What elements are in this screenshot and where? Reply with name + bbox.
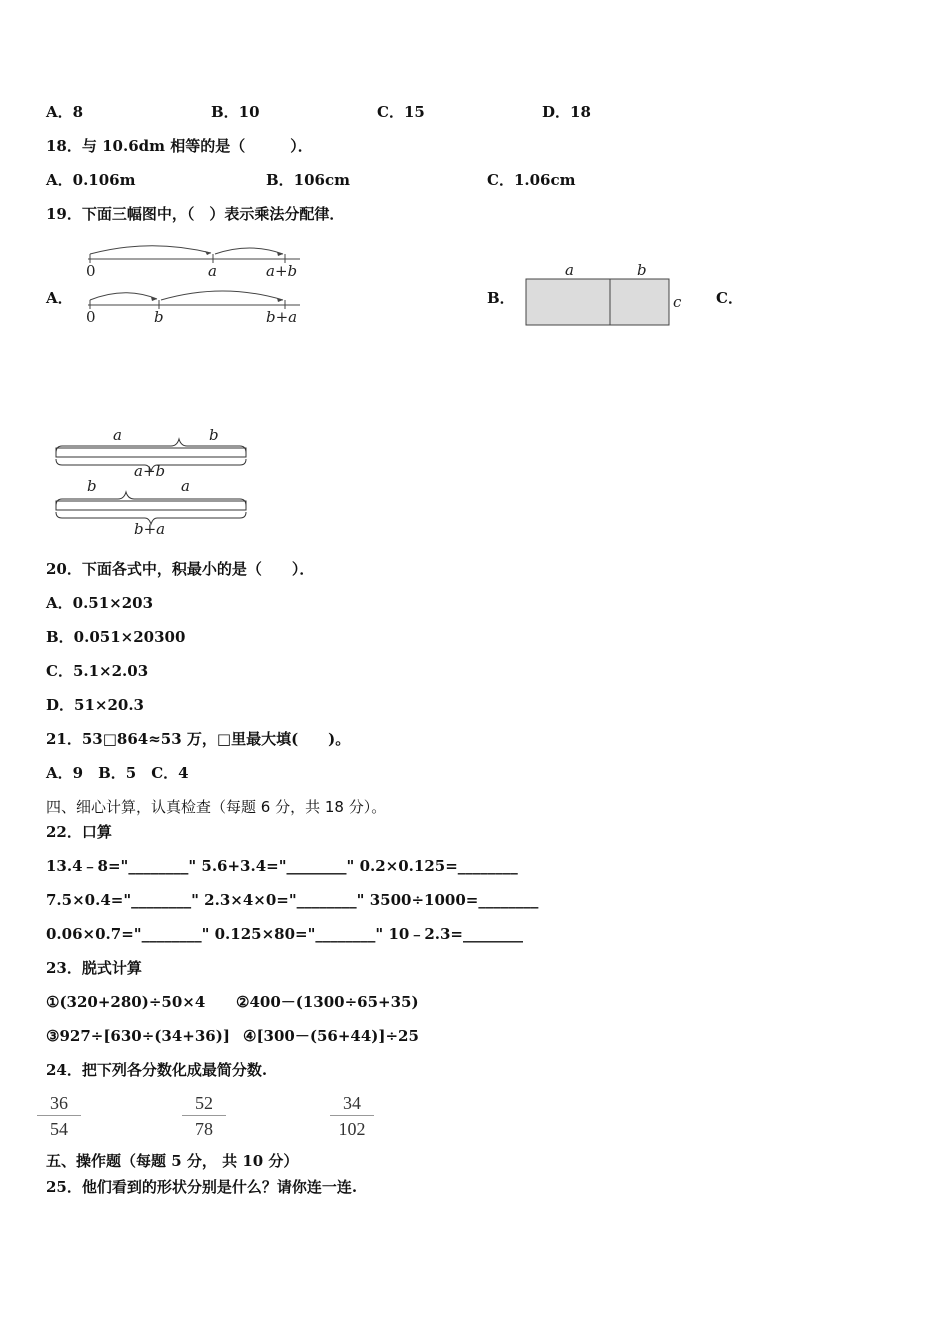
q24-fraction-2-denominator: 78 — [195, 1119, 213, 1139]
q22-stem: 22．口算 — [46, 823, 112, 841]
q24-fraction-3-denominator: 102 — [338, 1119, 366, 1139]
q19-option-c-label: C． — [716, 289, 743, 307]
q19-figure-a-number-lines — [80, 236, 310, 332]
q18-stem: 18．与 10.6dm 相等的是（ ）． — [46, 137, 313, 155]
fig-a-label-a: a — [208, 262, 217, 280]
q22-row-2: 7.5×0.4="________" 2.3×4×0="________" 3500÷1000=________ — [46, 891, 539, 909]
fig-b-label-a: a — [565, 261, 574, 279]
q24-fraction-1 — [37, 1092, 81, 1140]
q19-figure-b-rectangle — [520, 258, 690, 330]
q20-stem: 20．下面各式中，积最小的是（ ）． — [46, 560, 315, 578]
q23-stem: 23．脱式计算 — [46, 959, 142, 977]
q19-option-b-label: B． — [487, 289, 515, 307]
fig-a-zero-bottom: 0 — [86, 308, 96, 326]
q24-fraction-2-numerator: 52 — [195, 1093, 213, 1113]
q21-stem: 21．53□864≈53 万，□里最大填( )。 — [46, 730, 351, 748]
q24-fraction-3-numerator: 34 — [343, 1093, 361, 1113]
fig-c-top-b: b — [209, 426, 219, 444]
q18-option-a: A．0.106m — [46, 171, 136, 189]
q20-option-b: B．0.051×20300 — [46, 628, 186, 646]
q18-option-c: C．1.06cm — [487, 171, 576, 189]
q24-fraction-1-denominator: 54 — [50, 1119, 68, 1139]
fig-b-label-b: b — [637, 261, 647, 279]
section-4-heading: 四、细心计算，认真检查（每题 6 分，共 18 分）。 — [46, 798, 387, 816]
q17-option-c: C．15 — [377, 103, 425, 121]
fig-c-bottom-a: a — [181, 477, 190, 495]
q21-options: A．9 B．5 C．4 — [46, 764, 189, 782]
q17-option-d: D．18 — [542, 103, 591, 121]
fig-c-bottom-b: b — [87, 477, 97, 495]
fig-c-top-a: a — [113, 426, 122, 444]
q23-item-4: ④[300－(56+44)]÷25 — [243, 1027, 419, 1045]
q19-stem: 19．下面三幅图中，（ ）表示乘法分配律． — [46, 205, 345, 223]
q17-option-b: B．10 — [211, 103, 260, 121]
q23-item-3: ③927÷[630÷(34+36)] — [46, 1027, 230, 1045]
q23-item-1: ①(320+280)÷50×4 — [46, 993, 206, 1011]
q20-option-a: A．0.51×203 — [46, 594, 154, 612]
q18-option-b: B．106cm — [266, 171, 350, 189]
fig-a-zero-top: 0 — [86, 262, 96, 280]
fig-b-label-c: c — [673, 293, 682, 311]
q19-option-a-label: A． — [46, 289, 73, 307]
q22-row-1: 13.4﹣8="________" 5.6+3.4="________" 0.2×0.125=________ — [46, 857, 518, 875]
fig-a-label-a-plus-b: a+b — [266, 262, 298, 280]
fig-c-bottom-sum: b+a — [134, 520, 166, 538]
q22-row-3: 0.06×0.7="________" 0.125×80="________" 10﹣2.3=________ — [46, 925, 523, 943]
q24-stem: 24．把下列各分数化成最简分数. — [46, 1061, 268, 1079]
fig-a-label-b: b — [154, 308, 164, 326]
fig-a-label-b-plus-a: b+a — [266, 308, 298, 326]
section-5-heading: 五、操作题（每题 5 分， 共 10 分） — [46, 1152, 299, 1170]
fig-c-top-sum: a+b — [134, 462, 166, 480]
q24-fraction-3 — [330, 1092, 374, 1140]
q17-option-a: A．8 — [46, 103, 84, 121]
q24-fraction-2 — [182, 1092, 226, 1140]
q23-item-2: ②400－(1300÷65+35) — [236, 993, 419, 1011]
q25-stem: 25．他们看到的形状分别是什么？请你连一连. — [46, 1178, 358, 1196]
q20-option-d: D．51×20.3 — [46, 696, 144, 714]
q19-figure-c-brace-bars — [50, 424, 255, 540]
q24-fraction-1-numerator: 36 — [50, 1093, 68, 1113]
q20-option-c: C．5.1×2.03 — [46, 662, 149, 680]
